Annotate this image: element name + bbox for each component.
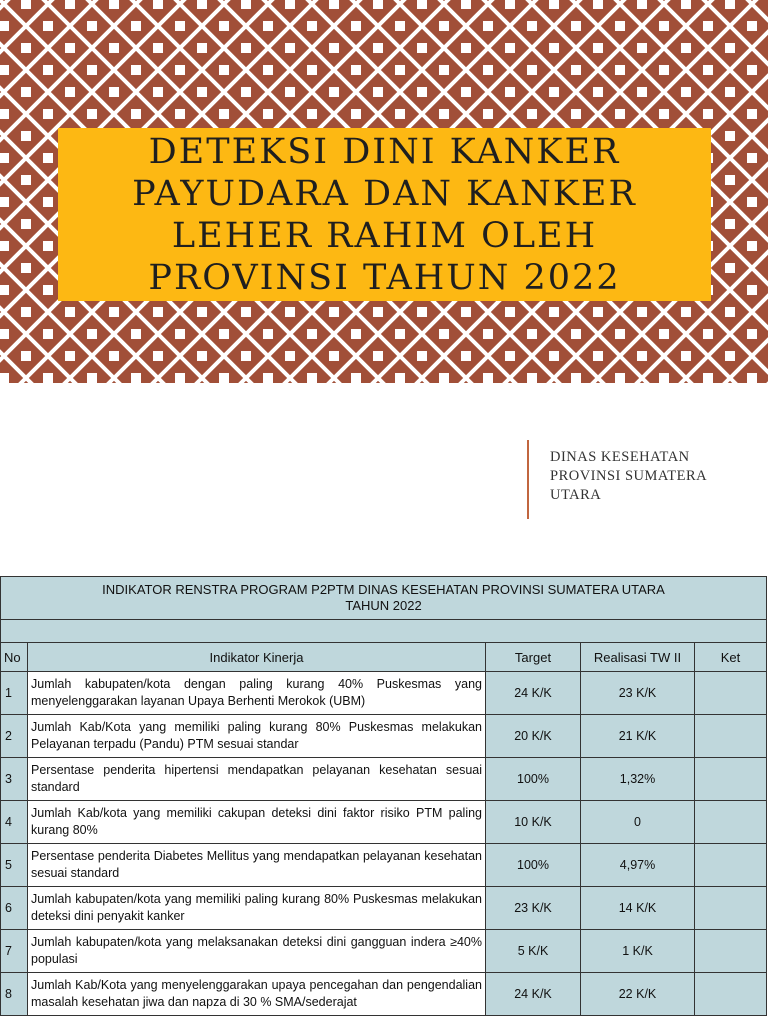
table-row: [1, 715, 767, 758]
indicator-table: [0, 576, 767, 1016]
table-title-row: [1, 577, 767, 620]
row-target: 20 K/K: [486, 715, 581, 758]
row-indikator: Jumlah Kab/kota yang memiliki cakupan deteksi dini faktor risiko PTM paling kurang 80%: [28, 801, 486, 844]
row-target: 100%: [486, 758, 581, 801]
row-realisasi: 0: [581, 801, 695, 844]
row-target: 23 K/K: [486, 887, 581, 930]
row-indikator: Persentase penderita hipertensi mendapatkan pelayanan kesehatan sesuai standard: [28, 758, 486, 801]
row-ket: [695, 930, 767, 973]
table-row: [1, 672, 767, 715]
table-row: [1, 758, 767, 801]
title-banner: [0, 0, 768, 383]
row-number: 1: [1, 672, 28, 715]
row-target: 10 K/K: [486, 801, 581, 844]
row-number: 4: [1, 801, 28, 844]
title-box: [58, 128, 711, 301]
row-indikator: Jumlah kabupaten/kota dengan paling kurang 40% Puskesmas yang menyelenggarakan layanan Upaya Berhenti Merokok (UBM): [28, 672, 486, 715]
row-number: 7: [1, 930, 28, 973]
row-target: 5 K/K: [486, 930, 581, 973]
row-indikator: Jumlah Kab/Kota yang memiliki paling kurang 80% Puskesmas melakukan Pelayanan terpadu (Pandu) PTM sesuai standar: [28, 715, 486, 758]
row-realisasi: 21 K/K: [581, 715, 695, 758]
table-row: [1, 973, 767, 1016]
table-row: [1, 844, 767, 887]
row-number: 6: [1, 887, 28, 930]
row-realisasi: 1 K/K: [581, 930, 695, 973]
row-target: 24 K/K: [486, 973, 581, 1016]
column-header-no: No: [1, 643, 28, 672]
row-ket: [695, 973, 767, 1016]
row-ket: [695, 672, 767, 715]
table-spacer-row: [1, 620, 767, 643]
row-number: 2: [1, 715, 28, 758]
table-title-line-2: TAHUN 2022: [345, 598, 422, 613]
row-ket: [695, 758, 767, 801]
column-header-realisasi: Realisasi TW II: [581, 643, 695, 672]
row-realisasi: 4,97%: [581, 844, 695, 887]
column-header-target: Target: [486, 643, 581, 672]
row-realisasi: 1,32%: [581, 758, 695, 801]
row-number: 5: [1, 844, 28, 887]
row-indikator: Jumlah kabupaten/kota yang melaksanakan deteksi dini gangguan indera ≥40% populasi: [28, 930, 486, 973]
table-row: [1, 887, 767, 930]
row-target: 24 K/K: [486, 672, 581, 715]
table-row: [1, 930, 767, 973]
page-title: DETEKSI DINI KANKER PAYUDARA DAN KANKER LEHER RAHIM OLEH PROVINSI TAHUN 2022: [132, 131, 637, 298]
vertical-divider: [527, 440, 529, 519]
table-title: [1, 577, 767, 620]
row-ket: [695, 844, 767, 887]
agency-line-1: DINAS KESEHATAN: [550, 449, 690, 465]
table-row: [1, 801, 767, 844]
row-indikator: Persentase penderita Diabetes Mellitus yang mendapatkan pelayanan kesehatan sesuai standard: [28, 844, 486, 887]
agency-line-2: PROVINSI SUMATERA: [550, 468, 708, 484]
row-ket: [695, 887, 767, 930]
row-indikator: Jumlah kabupaten/kota yang memiliki paling kurang 80% Puskesmas melakukan deteksi dini penyakit kanker: [28, 887, 486, 930]
row-ket: [695, 801, 767, 844]
row-number: 3: [1, 758, 28, 801]
column-header-indikator: Indikator Kinerja: [28, 643, 486, 672]
row-number: 8: [1, 973, 28, 1016]
row-realisasi: 14 K/K: [581, 887, 695, 930]
row-realisasi: 22 K/K: [581, 973, 695, 1016]
row-realisasi: 23 K/K: [581, 672, 695, 715]
row-target: 100%: [486, 844, 581, 887]
agency-line-3: UTARA: [550, 487, 602, 503]
row-indikator: Jumlah Kab/Kota yang menyelenggarakan upaya pencegahan dan pengendalian masalah kesehatan jiwa dan napza di 30 % SMA/sederajat: [28, 973, 486, 1016]
column-header-ket: Ket: [695, 643, 767, 672]
table-title-line-1: INDIKATOR RENSTRA PROGRAM P2PTM DINAS KESEHATAN PROVINSI SUMATERA UTARA: [102, 582, 665, 597]
agency-name: [550, 448, 707, 505]
row-ket: [695, 715, 767, 758]
table-header-row: [1, 643, 767, 672]
table-spacer-cell: [1, 620, 767, 643]
